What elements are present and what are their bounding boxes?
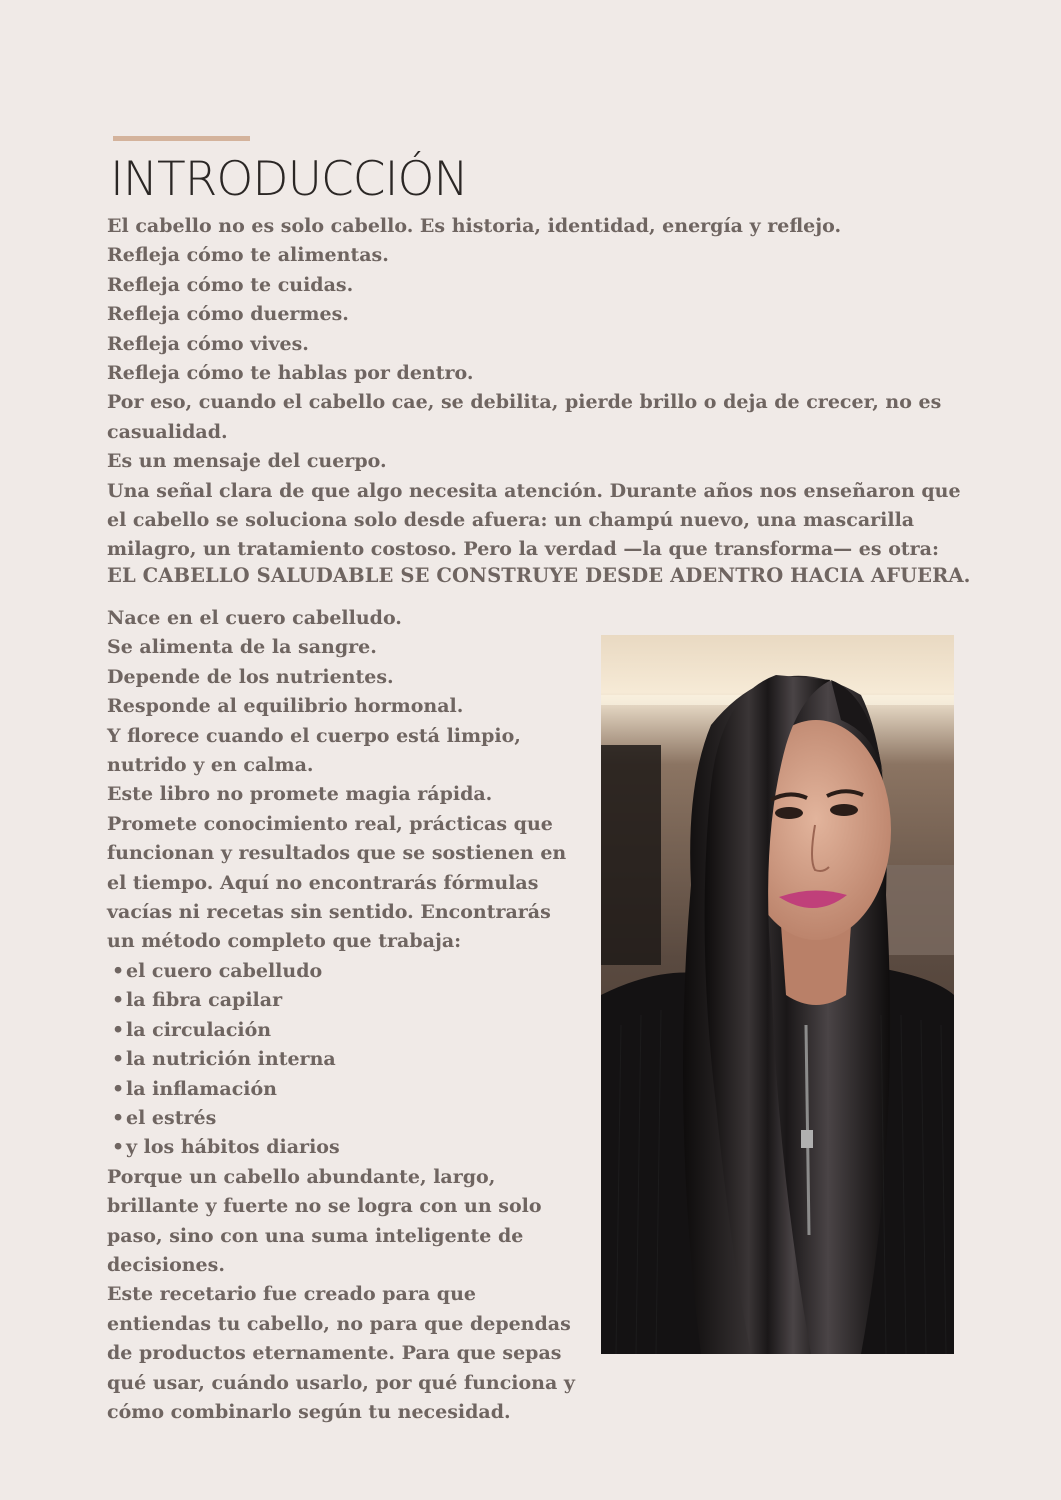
list-item-label: la fibra capilar [126,989,283,1012]
closing-paragraph: Este recetario fue creado para que entiendas tu cabello, no para que dependas de productos eternamente. Para que sepas qué usar, cuándo usarlo, por qué funciona y cómo combinarlo según tu necesidad. [107,1283,575,1423]
bullet-icon: • [112,1106,125,1129]
bullet-list [107,957,583,1163]
title-accent-bar [113,136,250,141]
body-line: Se alimenta de la sangre. [107,636,377,659]
intro-line: El cabello no es solo cabello. Es historia, identidad, energía y reflejo. [107,215,842,237]
list-item [112,1133,583,1162]
body-line: Este libro no promete magia rápida. [107,783,493,806]
page-title: INTRODUCCIÓN [110,152,468,207]
intro-line: Refleja cómo te hablas por dentro. [107,362,474,385]
bullet-icon: • [112,1048,125,1071]
bullet-icon: • [112,989,125,1012]
list-item-label: la nutrición interna [126,1048,336,1071]
body-paragraph: Promete conocimiento real, prácticas que funcionan y resultados que se sostienen en el tiempo. Aquí no encontrarás fórmulas vacías ni recetas sin sentido. Encontrarás un método completo que trabaja: [107,812,567,953]
body-line: Nace en el cuero cabelludo. [107,607,402,629]
body-line: Responde al equilibrio hormonal. [107,695,464,718]
intro-paragraph: Una señal clara de que algo necesita atención. Durante años nos enseñaron que el cabello se soluciona solo desde afuera: un champú nuevo, una mascarilla milagro, un tratamiento costoso. Pero la verdad —la que transforma— es otra: [107,479,961,561]
bullet-icon: • [112,1136,125,1159]
list-item [112,957,583,986]
intro-line: Es un mensaje del cuerpo. [107,450,387,473]
portrait-illustration [601,635,954,1354]
section-headline: EL CABELLO SALUDABLE SE CONSTRUYE DESDE ADENTRO HACIA AFUERA. [107,564,971,587]
list-item [112,1104,583,1133]
bullet-icon: • [112,959,125,982]
list-item-label: la inflamación [126,1077,277,1100]
list-item [112,1075,583,1104]
intro-line: Refleja cómo vives. [107,332,309,355]
closing-paragraph: Porque un cabello abundante, largo, brillante y fuerte no se logra con un solo paso, sino con una suma inteligente de decisiones. [107,1165,542,1276]
body-line: Depende de los nutrientes. [107,665,394,688]
author-portrait [601,635,954,1354]
bullet-icon: • [112,1018,125,1041]
bullet-icon: • [112,1077,125,1100]
list-item-label: la circulación [126,1018,272,1041]
list-item-label: y los hábitos diarios [126,1136,340,1159]
intro-section [107,212,967,565]
list-item-label: el estrés [126,1106,217,1129]
intro-line: Refleja cómo te alimentas. [107,244,389,267]
list-item [112,1016,583,1045]
body-line: Y florece cuando el cuerpo está limpio, nutrido y en calma. [107,724,521,777]
intro-line: Refleja cómo te cuidas. [107,273,354,296]
list-item [112,1045,583,1074]
intro-line: Por eso, cuando el cabello cae, se debilita, pierde brillo o deja de crecer, no es casualidad. [107,391,942,443]
list-item [112,986,583,1015]
body-column [107,604,583,1427]
intro-line: Refleja cómo duermes. [107,303,349,326]
list-item-label: el cuero cabelludo [126,959,323,982]
